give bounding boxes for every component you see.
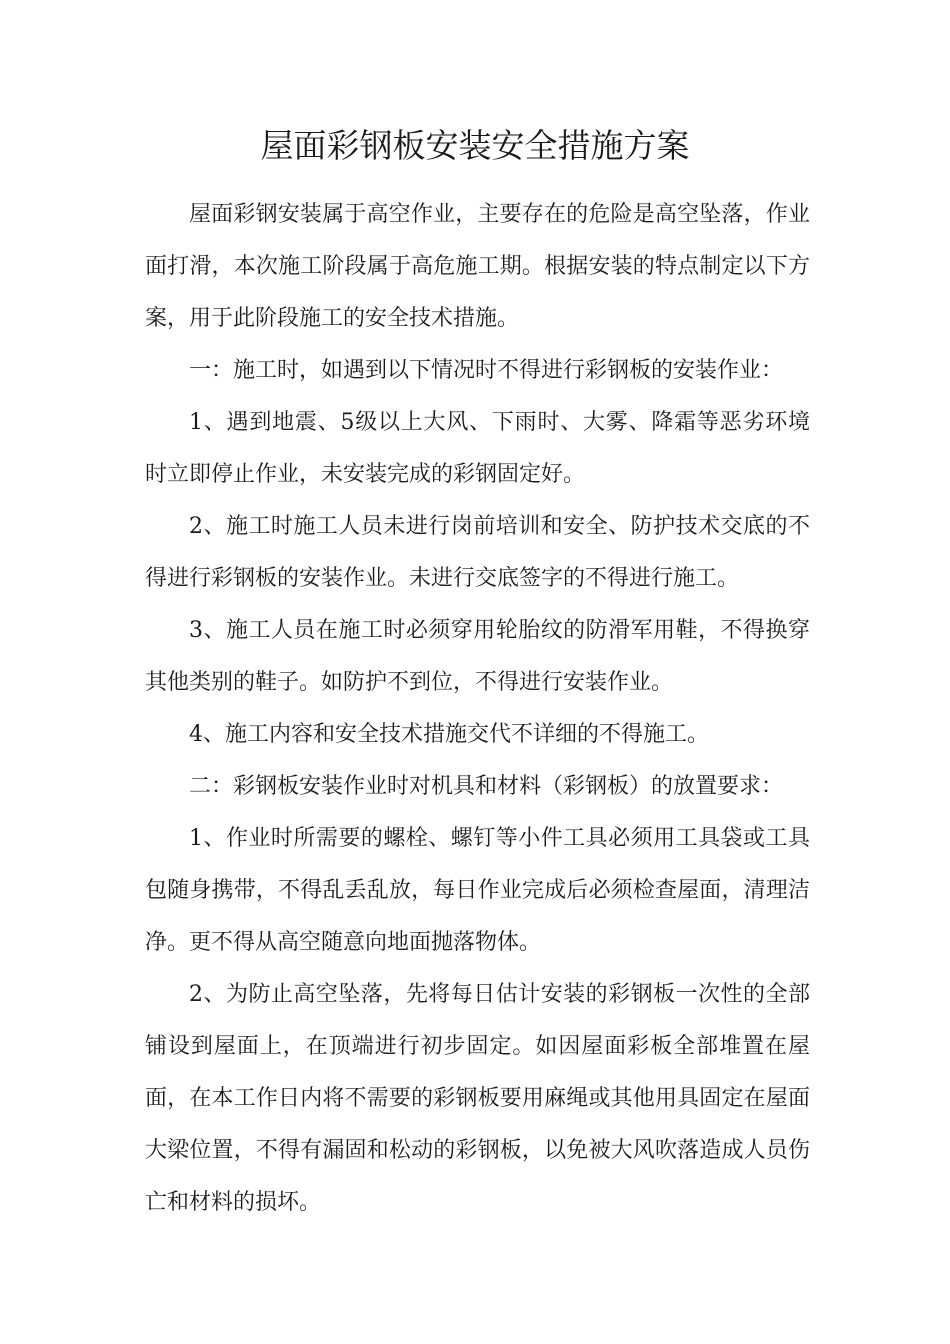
intro-paragraph: 屋面彩钢安装属于高空作业，主要存在的危险是高空坠落，作业面打滑，本次施工阶段属于高危施工期。根据安装的特点制定以下方案，用于此阶段施工的安全技术措施。 (145, 202, 810, 331)
list-item-weather: 1、遇到地震、5级以上大风、下雨时、大雾、降霜等恶劣环境时立即停止作业，未安装完成的彩钢固定好。 (145, 410, 810, 487)
list-item-footwear: 3、施工人员在施工时必须穿用轮胎纹的防滑军用鞋，不得换穿其他类别的鞋子。如防护不到位，不得进行安装作业。 (145, 618, 810, 695)
list-item-briefing: 4、施工内容和安全技术措施交代不详细的不得施工。 (189, 722, 709, 747)
list-item-tools: 1、作业时所需要的螺栓、螺钉等小件工具必须用工具袋或工具包随身携带，不得乱丢乱放，每日作业完成后必须检查屋面，清理洁净。更不得从高空随意向地面抛落物体。 (145, 826, 810, 955)
list-item-training: 2、施工时施工人员未进行岗前培训和安全、防护技术交底的不得进行彩钢板的安装作业。未进行交底签字的不得进行施工。 (145, 514, 810, 591)
section-heading-two: 二：彩钢板安装作业时对机具和材料（彩钢板）的放置要求： (189, 774, 784, 799)
document-title: 屋面彩钢板安装安全措施方案 (260, 126, 690, 165)
list-item-panels: 2、为防止高空坠落，先将每日估计安装的彩钢板一次性的全部铺设到屋面上，在顶端进行初步固定。如因屋面彩板全部堆置在屋面，在本工作日内将不需要的彩钢板要用麻绳或其他用具固定在屋面大梁位置，不得有漏固和松动的彩钢板，以免被大风吹落造成人员伤亡和材料的损坏。 (145, 982, 810, 1215)
section-heading-one: 一：施工时，如遇到以下情况时不得进行彩钢板的安装作业： (189, 358, 784, 383)
document-body (145, 189, 810, 1229)
